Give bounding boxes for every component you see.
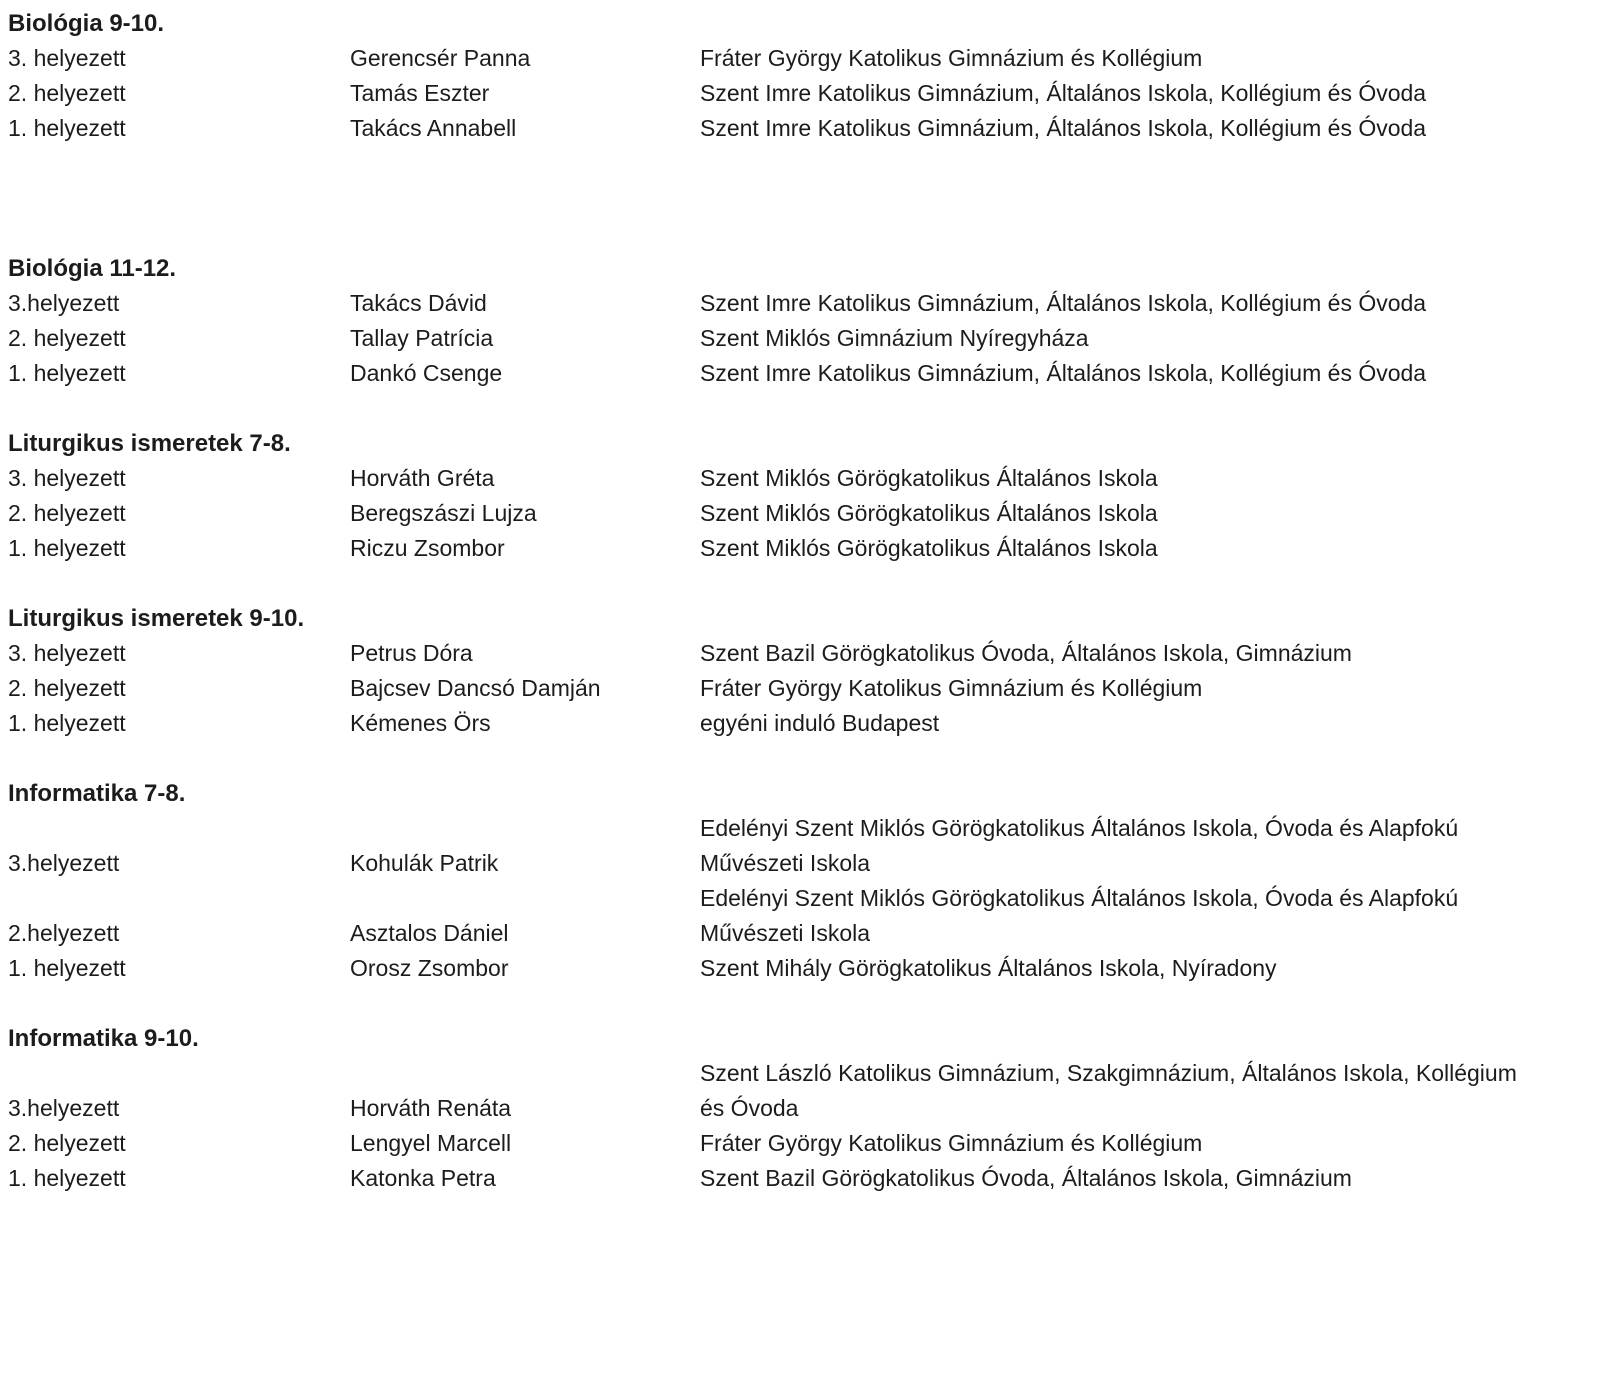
school-cell (700, 1161, 1580, 1196)
school-cell (700, 881, 1580, 951)
place-cell: 2. helyezett (8, 325, 126, 351)
result-row (8, 461, 1580, 496)
school-line: Szent Bazil Görögkatolikus Óvoda, Általános Iskola, Gimnázium (700, 1165, 1352, 1191)
school-line: Szent Bazil Görögkatolikus Óvoda, Általános Iskola, Gimnázium (700, 640, 1352, 666)
school-line: Művészeti Iskola (700, 850, 871, 876)
name-cell: Beregszászi Lujza (350, 500, 537, 526)
name-cell: Lengyel Marcell (350, 1130, 512, 1156)
place-cell: 1. helyezett (8, 360, 126, 386)
result-row (8, 811, 1580, 881)
school-cell (700, 496, 1580, 531)
section-title: Biológia 11-12. (8, 255, 177, 282)
school-cell (700, 76, 1580, 111)
place-cell: 2. helyezett (8, 500, 126, 526)
school-line: Fráter György Katolikus Gimnázium és Kollégium (700, 675, 1203, 701)
school-cell (700, 1126, 1580, 1161)
school-line: Fráter György Katolikus Gimnázium és Kollégium (700, 45, 1203, 71)
name-cell: Takács Dávid (350, 290, 487, 316)
name-cell: Tallay Patrícia (350, 325, 494, 351)
result-row (8, 111, 1580, 146)
result-row (8, 671, 1580, 706)
result-row (8, 41, 1580, 76)
place-cell: 1. helyezett (8, 535, 126, 561)
result-row (8, 706, 1580, 741)
school-cell (700, 321, 1580, 356)
school-cell (700, 706, 1580, 741)
school-cell (700, 461, 1580, 496)
section-title: Liturgikus ismeretek 7-8. (8, 430, 291, 457)
place-cell: 1. helyezett (8, 1165, 126, 1191)
place-cell: 3.helyezett (8, 290, 120, 316)
name-cell: Horváth Renáta (350, 1095, 512, 1121)
result-row (8, 881, 1580, 951)
school-cell (700, 951, 1580, 986)
section-informatika-7-8 (8, 776, 1580, 986)
place-cell: 1. helyezett (8, 115, 126, 141)
school-line: és Óvoda (700, 1095, 799, 1121)
section-informatika-9-10 (8, 1021, 1580, 1196)
result-row (8, 76, 1580, 111)
school-line: Szent Imre Katolikus Gimnázium, Általános Iskola, Kollégium és Óvoda (700, 115, 1427, 141)
school-cell (700, 41, 1580, 76)
place-cell: 2. helyezett (8, 675, 126, 701)
result-row (8, 321, 1580, 356)
result-row (8, 496, 1580, 531)
result-row (8, 531, 1580, 566)
name-cell: Bajcsev Dancsó Damján (350, 675, 601, 701)
school-line: Szent Imre Katolikus Gimnázium, Általános Iskola, Kollégium és Óvoda (700, 360, 1427, 386)
school-line: Edelényi Szent Miklós Görögkatolikus Általános Iskola, Óvoda és Alapfokú (700, 815, 1459, 841)
school-line: egyéni induló Budapest (700, 710, 940, 736)
place-cell: 3. helyezett (8, 45, 126, 71)
section-liturgikus-9-10 (8, 601, 1580, 741)
school-line: Szent László Katolikus Gimnázium, Szakgimnázium, Általános Iskola, Kollégium (700, 1060, 1517, 1086)
school-line: Szent Imre Katolikus Gimnázium, Általános Iskola, Kollégium és Óvoda (700, 80, 1427, 106)
name-cell: Riczu Zsombor (350, 535, 505, 561)
school-line: Művészeti Iskola (700, 920, 871, 946)
school-line: Szent Imre Katolikus Gimnázium, Általános Iskola, Kollégium és Óvoda (700, 290, 1427, 316)
section-liturgikus-7-8 (8, 426, 1580, 566)
section-biologia-9-10 (8, 6, 1580, 146)
place-cell: 1. helyezett (8, 955, 126, 981)
name-cell: Orosz Zsombor (350, 955, 509, 981)
result-row (8, 1126, 1580, 1161)
place-cell: 2. helyezett (8, 80, 126, 106)
result-row (8, 1056, 1580, 1126)
school-line: Szent Miklós Görögkatolikus Általános Iskola (700, 535, 1158, 561)
place-cell: 3.helyezett (8, 850, 120, 876)
place-cell: 2. helyezett (8, 1130, 126, 1156)
school-cell (700, 1056, 1580, 1126)
name-cell: Kémenes Örs (350, 710, 491, 736)
place-cell: 2.helyezett (8, 920, 120, 946)
place-cell: 1. helyezett (8, 710, 126, 736)
school-line: Edelényi Szent Miklós Görögkatolikus Általános Iskola, Óvoda és Alapfokú (700, 885, 1459, 911)
school-cell (700, 356, 1580, 391)
place-cell: 3.helyezett (8, 1095, 120, 1121)
school-cell (700, 286, 1580, 321)
name-cell: Gerencsér Panna (350, 45, 531, 71)
section-biologia-11-12 (8, 251, 1580, 391)
section-title: Liturgikus ismeretek 9-10. (8, 605, 305, 632)
result-row (8, 951, 1580, 986)
result-row (8, 356, 1580, 391)
name-cell: Tamás Eszter (350, 80, 490, 106)
result-row (8, 636, 1580, 671)
name-cell: Kohulák Patrik (350, 850, 499, 876)
name-cell: Takács Annabell (350, 115, 517, 141)
school-line: Szent Miklós Gimnázium Nyíregyháza (700, 325, 1089, 351)
school-line: Szent Miklós Görögkatolikus Általános Iskola (700, 465, 1158, 491)
school-cell (700, 531, 1580, 566)
school-line: Fráter György Katolikus Gimnázium és Kollégium (700, 1130, 1203, 1156)
place-cell: 3. helyezett (8, 465, 126, 491)
place-cell: 3. helyezett (8, 640, 126, 666)
name-cell: Asztalos Dániel (350, 920, 509, 946)
name-cell: Petrus Dóra (350, 640, 473, 666)
school-line: Szent Miklós Görögkatolikus Általános Iskola (700, 500, 1158, 526)
name-cell: Katonka Petra (350, 1165, 496, 1191)
result-row (8, 286, 1580, 321)
school-cell (700, 671, 1580, 706)
result-row (8, 1161, 1580, 1196)
section-title: Informatika 9-10. (8, 1025, 199, 1052)
school-cell (700, 636, 1580, 671)
school-cell (700, 111, 1580, 146)
section-title: Informatika 7-8. (8, 780, 186, 807)
name-cell: Horváth Gréta (350, 465, 495, 491)
name-cell: Dankó Csenge (350, 360, 503, 386)
school-cell (700, 811, 1580, 881)
school-line: Szent Mihály Görögkatolikus Általános Iskola, Nyíradony (700, 955, 1277, 981)
section-title: Biológia 9-10. (8, 10, 165, 37)
